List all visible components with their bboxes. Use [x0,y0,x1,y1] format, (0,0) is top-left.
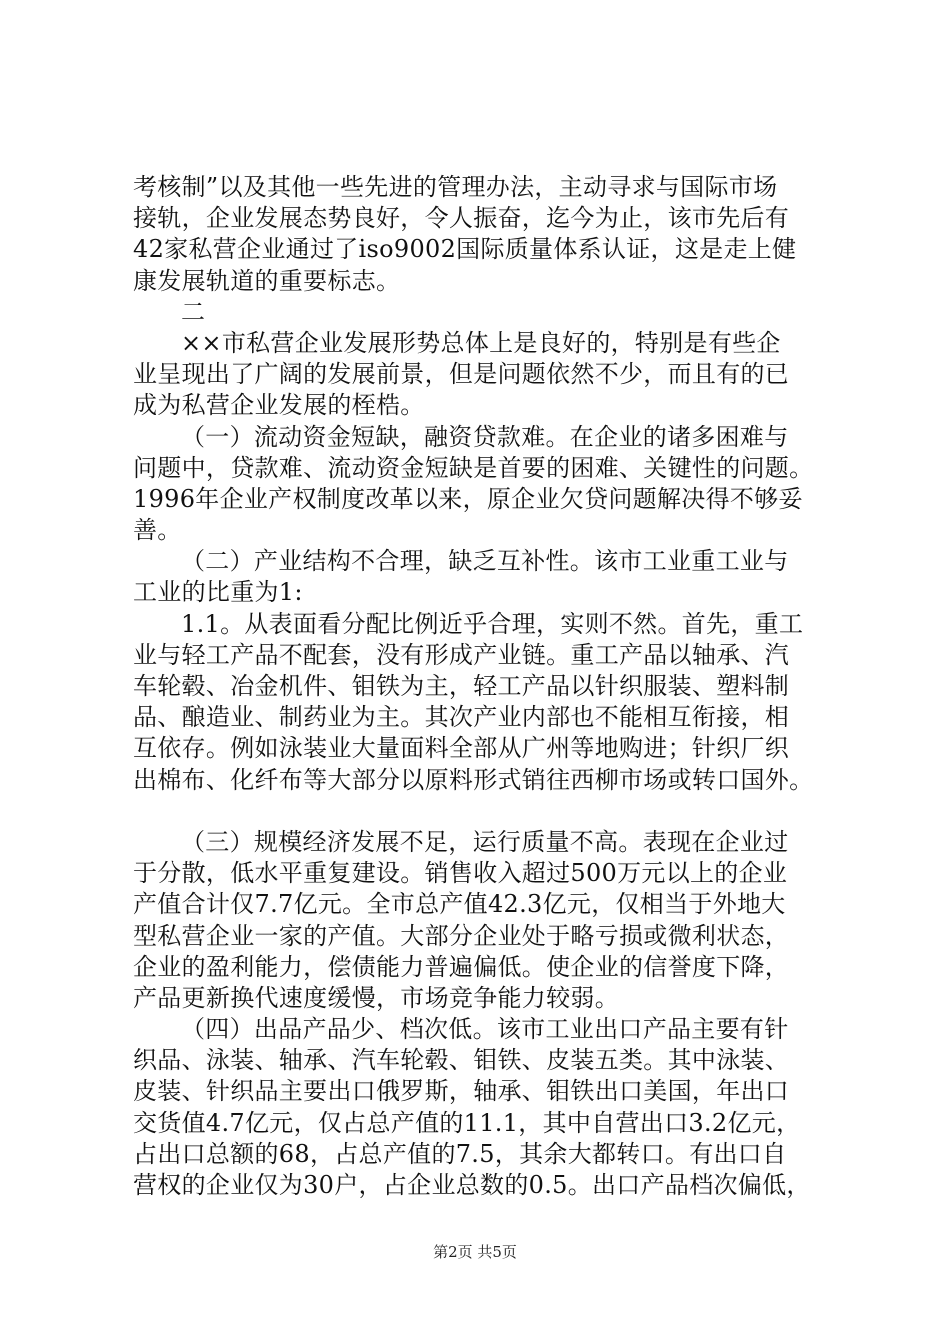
text-line: 考核制”以及其他一些先进的管理办法，主动寻求与国际市场 [133,173,778,201]
text-line: 成为私营企业发展的桎梏。 [133,391,425,420]
text-line: 交货值4.7亿元，仅占总产值的11.1，其中自营出口3.2亿元， [133,1108,801,1137]
document-body [133,172,833,1201]
text-line: 产值合计仅7.7亿元。全市总产值42.3亿元，仅相当于外地大 [133,890,786,919]
text-line: 1996年企业产权制度改革以来，原企业欠贷问题解决得不够妥 [133,484,803,513]
text-line: 型私营企业一家的产值。大部分企业处于略亏损或微利状态， [133,921,790,950]
text-line: 营权的企业仅为30户，占企业总数的0.5。出口产品档次偏低， [133,1171,811,1199]
text-line: 互依存。例如泳装业大量面料全部从广州等地购进；针织厂织 [133,734,790,763]
text-line: （一）流动资金短缺，融资贷款难。在企业的诸多困难与 [181,422,789,451]
text-line: 问题中，贷款难、流动资金短缺是首要的困难、关键性的问题。 [133,453,814,482]
text-line: 业与轻工产品不配套，没有形成产业链。重工产品以轴承、汽 [133,640,790,669]
blank-line [133,796,833,827]
text-line: 织品、泳装、轴承、汽车轮毂、钼铁、皮装五类。其中泳装、 [133,1046,790,1075]
page-footer [0,1241,950,1262]
text-line: 产品更新换代速度缓慢，市场竞争能力较弱。 [133,983,619,1012]
text-line: 接轨，企业发展态势良好，令人振奋，迄今为止，该市先后有 [133,204,790,233]
text-line: 二 [181,297,206,326]
text-line: 占出口总额的68，占总产值的7.5，其余大都转口。有出口自 [133,1139,787,1168]
text-line: （三）规模经济发展不足，运行质量不高。表现在企业过 [181,827,789,856]
text-line: （二）产业结构不合理，缺乏互补性。该市工业重工业与 [181,547,789,576]
text-line: 工业的比重为1: [133,578,303,607]
text-line: 出棉布、化纤布等大部分以原料形式销往西柳市场或转口国外。 [133,765,814,794]
text-line: 企业的盈利能力，偿债能力普遍偏低。使企业的信誉度下降， [133,952,790,981]
text-line: 于分散，低水平重复建设。销售收入超过500万元以上的企业 [133,859,788,888]
text-line: 1.1。从表面看分配比例近乎合理，实则不然。首先，重工 [181,609,804,638]
text-line: 品、酿造业、制药业为主。其次产业内部也不能相互衔接，相 [133,703,790,732]
text-line: 善。 [133,516,182,545]
text-line: 业呈现出了广阔的发展前景，但是问题依然不少，而且有的已 [133,360,790,389]
text-line: 42家私营企业通过了iso9002国际质量体系认证，这是走上健 [133,235,797,264]
text-line: （四）出品产品少、档次低。该市工业出口产品主要有针 [181,1015,789,1044]
text-line: 皮装、针织品主要出口俄罗斯，轴承、钼铁出口美国，年出口 [133,1077,790,1106]
text-line: 康发展轨道的重要标志。 [133,266,401,295]
text-line: ××市私营企业发展形势总体上是良好的，特别是有些企 [181,328,781,357]
text-line: 车轮毂、冶金机件、钼铁为主，轻工产品以针织服装、塑料制 [133,672,790,700]
page-number-label: 第2页 共5页 [433,1243,517,1261]
